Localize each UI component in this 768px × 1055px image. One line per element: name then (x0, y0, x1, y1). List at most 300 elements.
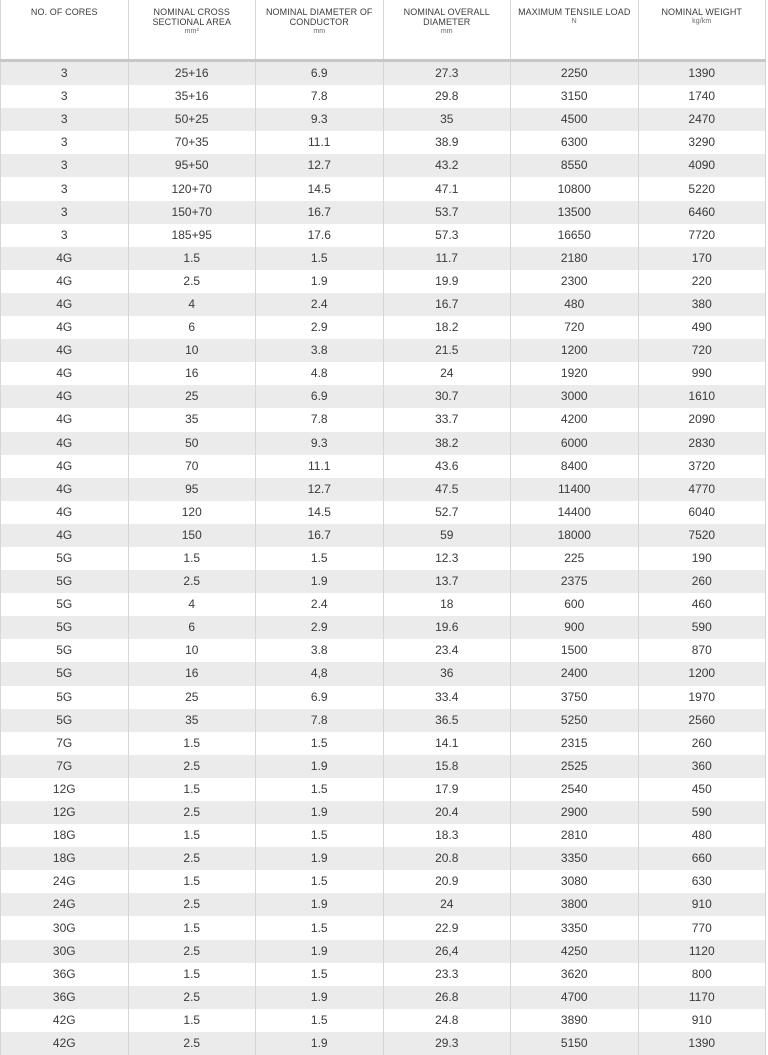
table-row (1, 177, 766, 200)
cell-cross-section: 150+70 (128, 201, 256, 224)
cell-overall-diameter: 52.7 (383, 501, 511, 524)
cell-overall-diameter: 19.6 (383, 616, 511, 639)
cell-conductor-diameter: 1.9 (256, 986, 384, 1009)
cell-overall-diameter: 23.4 (383, 639, 511, 662)
cell-conductor-diameter: 9.3 (256, 108, 384, 131)
cell-tensile-load: 13500 (511, 201, 639, 224)
cell-overall-diameter: 57.3 (383, 224, 511, 247)
cell-weight: 660 (638, 847, 766, 870)
cell-cores: 3 (1, 85, 129, 108)
cell-conductor-diameter: 1.9 (256, 570, 384, 593)
cell-overall-diameter: 36.5 (383, 709, 511, 732)
cell-tensile-load: 5250 (511, 709, 639, 732)
cell-cross-section: 16 (128, 362, 256, 385)
cell-overall-diameter: 47.1 (383, 177, 511, 200)
cell-weight: 1390 (638, 1032, 766, 1055)
cell-conductor-diameter: 1.5 (256, 732, 384, 755)
cell-cross-section: 185+95 (128, 224, 256, 247)
cell-weight: 220 (638, 270, 766, 293)
cell-cores: 42G (1, 1032, 129, 1055)
cell-overall-diameter: 21.5 (383, 339, 511, 362)
cell-tensile-load: 3620 (511, 963, 639, 986)
table-row (1, 224, 766, 247)
cell-conductor-diameter: 3.8 (256, 339, 384, 362)
header-unit: N (515, 17, 634, 27)
cell-weight: 1200 (638, 662, 766, 685)
cell-tensile-load: 14400 (511, 501, 639, 524)
cell-tensile-load: 1500 (511, 639, 639, 662)
cell-overall-diameter: 16.7 (383, 293, 511, 316)
cell-tensile-load: 4250 (511, 940, 639, 963)
cell-tensile-load: 2300 (511, 270, 639, 293)
header-overall-diameter (383, 0, 511, 61)
cell-cores: 4G (1, 432, 129, 455)
cell-overall-diameter: 43.2 (383, 154, 511, 177)
cell-tensile-load: 3800 (511, 893, 639, 916)
cell-conductor-diameter: 1.9 (256, 1032, 384, 1055)
cell-overall-diameter: 20.4 (383, 801, 511, 824)
cell-conductor-diameter: 11.1 (256, 455, 384, 478)
cell-cores: 12G (1, 778, 129, 801)
cell-overall-diameter: 15.8 (383, 755, 511, 778)
table-row (1, 432, 766, 455)
cell-cross-section: 95 (128, 478, 256, 501)
cell-weight: 590 (638, 801, 766, 824)
cell-conductor-diameter: 4,8 (256, 662, 384, 685)
table-row (1, 85, 766, 108)
cell-weight: 2470 (638, 108, 766, 131)
cell-cores: 4G (1, 293, 129, 316)
cell-overall-diameter: 30.7 (383, 385, 511, 408)
cell-weight: 2560 (638, 709, 766, 732)
cell-overall-diameter: 53.7 (383, 201, 511, 224)
cell-weight: 450 (638, 778, 766, 801)
table-row (1, 108, 766, 131)
cell-overall-diameter: 11.7 (383, 247, 511, 270)
cell-cross-section: 120 (128, 501, 256, 524)
cell-tensile-load: 6300 (511, 131, 639, 154)
cell-cross-section: 4 (128, 593, 256, 616)
cell-overall-diameter: 47.5 (383, 478, 511, 501)
cell-weight: 1740 (638, 85, 766, 108)
cell-cross-section: 2.5 (128, 986, 256, 1009)
cell-cross-section: 1.5 (128, 916, 256, 939)
cell-conductor-diameter: 1.5 (256, 247, 384, 270)
cell-weight: 1610 (638, 385, 766, 408)
table-row (1, 362, 766, 385)
table-row (1, 870, 766, 893)
cell-weight: 490 (638, 316, 766, 339)
cell-conductor-diameter: 7.8 (256, 85, 384, 108)
cell-cross-section: 50+25 (128, 108, 256, 131)
table-row (1, 639, 766, 662)
header-weight (638, 0, 766, 61)
cell-cores: 3 (1, 154, 129, 177)
cell-tensile-load: 3350 (511, 916, 639, 939)
cell-cores: 4G (1, 501, 129, 524)
cell-cross-section: 25 (128, 686, 256, 709)
cell-cores: 3 (1, 177, 129, 200)
cell-overall-diameter: 20.9 (383, 870, 511, 893)
cell-overall-diameter: 14.1 (383, 732, 511, 755)
table-row (1, 293, 766, 316)
cell-cross-section: 1.5 (128, 1009, 256, 1032)
table-row (1, 916, 766, 939)
cell-cross-section: 1.5 (128, 547, 256, 570)
cell-cross-section: 35+16 (128, 85, 256, 108)
table-row (1, 408, 766, 431)
cell-weight: 4090 (638, 154, 766, 177)
cell-weight: 1120 (638, 940, 766, 963)
cell-weight: 2090 (638, 408, 766, 431)
cell-cores: 7G (1, 732, 129, 755)
cell-cross-section: 70+35 (128, 131, 256, 154)
cell-cores: 24G (1, 870, 129, 893)
cell-cross-section: 35 (128, 408, 256, 431)
cell-cross-section: 2.5 (128, 1032, 256, 1055)
cell-weight: 460 (638, 593, 766, 616)
cell-overall-diameter: 36 (383, 662, 511, 685)
cell-conductor-diameter: 12.7 (256, 478, 384, 501)
cell-conductor-diameter: 6.9 (256, 385, 384, 408)
cell-cores: 4G (1, 362, 129, 385)
cell-tensile-load: 2525 (511, 755, 639, 778)
cell-overall-diameter: 59 (383, 524, 511, 547)
table-header (1, 0, 766, 61)
table-row (1, 616, 766, 639)
cell-cores: 24G (1, 893, 129, 916)
cell-cores: 5G (1, 593, 129, 616)
cell-overall-diameter: 27.3 (383, 61, 511, 86)
cell-cores: 5G (1, 662, 129, 685)
cell-weight: 190 (638, 547, 766, 570)
cell-weight: 170 (638, 247, 766, 270)
cell-conductor-diameter: 17.6 (256, 224, 384, 247)
cell-cross-section: 6 (128, 616, 256, 639)
cell-tensile-load: 2810 (511, 824, 639, 847)
cell-tensile-load: 4200 (511, 408, 639, 431)
cell-cores: 3 (1, 224, 129, 247)
table-body (1, 61, 766, 1055)
cell-weight: 1390 (638, 61, 766, 86)
cell-weight: 800 (638, 963, 766, 986)
cell-cores: 5G (1, 686, 129, 709)
cell-cross-section: 2.5 (128, 893, 256, 916)
cell-weight: 3290 (638, 131, 766, 154)
table-row (1, 385, 766, 408)
cell-tensile-load: 5150 (511, 1032, 639, 1055)
cell-cross-section: 1.5 (128, 732, 256, 755)
cell-conductor-diameter: 2.4 (256, 293, 384, 316)
cell-cross-section: 1.5 (128, 778, 256, 801)
header-label: NOMINAL WEIGHT (661, 7, 742, 17)
header-label: NOMINAL CROSS SECTIONAL AREA (152, 7, 231, 27)
cell-weight: 4770 (638, 478, 766, 501)
table-row (1, 154, 766, 177)
cell-conductor-diameter: 1.9 (256, 847, 384, 870)
header-unit: mm² (133, 27, 252, 37)
cell-cores: 4G (1, 385, 129, 408)
cell-tensile-load: 2900 (511, 801, 639, 824)
cell-conductor-diameter: 9.3 (256, 432, 384, 455)
cell-conductor-diameter: 1.5 (256, 916, 384, 939)
cell-cross-section: 95+50 (128, 154, 256, 177)
cell-cross-section: 16 (128, 662, 256, 685)
header-tensile-load (511, 0, 639, 61)
cell-tensile-load: 2315 (511, 732, 639, 755)
cell-overall-diameter: 13.7 (383, 570, 511, 593)
cell-overall-diameter: 33.7 (383, 408, 511, 431)
cell-conductor-diameter: 16.7 (256, 201, 384, 224)
cell-overall-diameter: 38.2 (383, 432, 511, 455)
cell-overall-diameter: 24 (383, 893, 511, 916)
cell-overall-diameter: 24.8 (383, 1009, 511, 1032)
cell-cross-section: 2.5 (128, 270, 256, 293)
cell-conductor-diameter: 1.5 (256, 870, 384, 893)
cell-cross-section: 10 (128, 639, 256, 662)
cell-conductor-diameter: 7.8 (256, 408, 384, 431)
table-row (1, 662, 766, 685)
cell-overall-diameter: 23.3 (383, 963, 511, 986)
cell-cores: 7G (1, 755, 129, 778)
cell-overall-diameter: 18.2 (383, 316, 511, 339)
cell-cross-section: 70 (128, 455, 256, 478)
cell-weight: 360 (638, 755, 766, 778)
cell-weight: 1970 (638, 686, 766, 709)
table-row (1, 824, 766, 847)
cell-cores: 4G (1, 316, 129, 339)
table-row (1, 201, 766, 224)
cell-cross-section: 2.5 (128, 755, 256, 778)
cell-overall-diameter: 26.8 (383, 986, 511, 1009)
cell-cores: 5G (1, 570, 129, 593)
cell-conductor-diameter: 11.1 (256, 131, 384, 154)
cell-cross-section: 10 (128, 339, 256, 362)
cell-overall-diameter: 22.9 (383, 916, 511, 939)
cell-overall-diameter: 19.9 (383, 270, 511, 293)
cell-weight: 3720 (638, 455, 766, 478)
cell-cores: 4G (1, 455, 129, 478)
cell-weight: 720 (638, 339, 766, 362)
cell-overall-diameter: 20.8 (383, 847, 511, 870)
header-label: MAXIMUM TENSILE LOAD (518, 7, 630, 17)
cell-cores: 18G (1, 847, 129, 870)
cell-overall-diameter: 18 (383, 593, 511, 616)
table-row (1, 547, 766, 570)
cell-weight: 770 (638, 916, 766, 939)
cell-tensile-load: 4500 (511, 108, 639, 131)
cell-tensile-load: 2180 (511, 247, 639, 270)
cell-weight: 1170 (638, 986, 766, 1009)
cell-cross-section: 25+16 (128, 61, 256, 86)
cell-cross-section: 25 (128, 385, 256, 408)
cell-overall-diameter: 24 (383, 362, 511, 385)
table-row (1, 247, 766, 270)
cell-cross-section: 1.5 (128, 963, 256, 986)
cell-cores: 12G (1, 801, 129, 824)
cell-tensile-load: 600 (511, 593, 639, 616)
cell-weight: 910 (638, 893, 766, 916)
header-unit: kg/km (643, 17, 762, 27)
cell-weight: 870 (638, 639, 766, 662)
cell-tensile-load: 480 (511, 293, 639, 316)
table-row (1, 61, 766, 86)
cell-weight: 2830 (638, 432, 766, 455)
cell-overall-diameter: 35 (383, 108, 511, 131)
cell-tensile-load: 2250 (511, 61, 639, 86)
cell-weight: 5220 (638, 177, 766, 200)
table-row (1, 755, 766, 778)
cell-conductor-diameter: 14.5 (256, 501, 384, 524)
cell-conductor-diameter: 1.5 (256, 1009, 384, 1032)
cell-conductor-diameter: 1.5 (256, 778, 384, 801)
cell-conductor-diameter: 1.9 (256, 893, 384, 916)
header-label: NOMINAL DIAMETER OF CONDUCTOR (266, 7, 373, 27)
header-label: NO. OF CORES (31, 7, 98, 17)
cell-cores: 5G (1, 616, 129, 639)
table-row (1, 963, 766, 986)
cell-conductor-diameter: 1.9 (256, 755, 384, 778)
cell-weight: 7520 (638, 524, 766, 547)
cell-tensile-load: 18000 (511, 524, 639, 547)
cell-weight: 260 (638, 570, 766, 593)
cell-weight: 380 (638, 293, 766, 316)
cell-tensile-load: 4700 (511, 986, 639, 1009)
cell-conductor-diameter: 1.5 (256, 547, 384, 570)
table-row (1, 501, 766, 524)
header-conductor-diameter (256, 0, 384, 61)
cell-tensile-load: 225 (511, 547, 639, 570)
table-row (1, 455, 766, 478)
cell-weight: 6460 (638, 201, 766, 224)
cell-tensile-load: 10800 (511, 177, 639, 200)
cell-cores: 3 (1, 201, 129, 224)
cell-cross-section: 1.5 (128, 870, 256, 893)
cell-overall-diameter: 29.3 (383, 1032, 511, 1055)
table-row (1, 709, 766, 732)
header-cross-section (128, 0, 256, 61)
cell-weight: 630 (638, 870, 766, 893)
cell-tensile-load: 2400 (511, 662, 639, 685)
cell-cores: 5G (1, 547, 129, 570)
cell-weight: 260 (638, 732, 766, 755)
cell-tensile-load: 16650 (511, 224, 639, 247)
table-row (1, 986, 766, 1009)
table-row (1, 847, 766, 870)
cell-cross-section: 2.5 (128, 570, 256, 593)
table-row (1, 478, 766, 501)
cell-cores: 30G (1, 940, 129, 963)
cell-cross-section: 50 (128, 432, 256, 455)
cell-cross-section: 2.5 (128, 847, 256, 870)
cell-cross-section: 120+70 (128, 177, 256, 200)
cell-cross-section: 1.5 (128, 824, 256, 847)
table-row (1, 1009, 766, 1032)
cell-conductor-diameter: 6.9 (256, 61, 384, 86)
cell-overall-diameter: 17.9 (383, 778, 511, 801)
cell-conductor-diameter: 16.7 (256, 524, 384, 547)
cell-cross-section: 1.5 (128, 247, 256, 270)
cell-tensile-load: 3890 (511, 1009, 639, 1032)
cell-cores: 5G (1, 709, 129, 732)
cell-overall-diameter: 18.3 (383, 824, 511, 847)
table-row (1, 270, 766, 293)
cell-cores: 36G (1, 986, 129, 1009)
table-row (1, 732, 766, 755)
cell-conductor-diameter: 1.9 (256, 270, 384, 293)
cell-weight: 480 (638, 824, 766, 847)
cell-tensile-load: 3150 (511, 85, 639, 108)
table-row (1, 524, 766, 547)
cell-cores: 18G (1, 824, 129, 847)
cell-overall-diameter: 33.4 (383, 686, 511, 709)
cell-cores: 4G (1, 247, 129, 270)
cell-overall-diameter: 26,4 (383, 940, 511, 963)
header-cores (1, 0, 129, 61)
cell-cores: 4G (1, 339, 129, 362)
cell-tensile-load: 900 (511, 616, 639, 639)
table-row (1, 686, 766, 709)
cell-overall-diameter: 38.9 (383, 131, 511, 154)
table-row (1, 593, 766, 616)
cell-conductor-diameter: 7.8 (256, 709, 384, 732)
cell-cores: 3 (1, 131, 129, 154)
table-row (1, 778, 766, 801)
cell-overall-diameter: 12.3 (383, 547, 511, 570)
cell-weight: 590 (638, 616, 766, 639)
cell-tensile-load: 1920 (511, 362, 639, 385)
table-row (1, 893, 766, 916)
cell-tensile-load: 2540 (511, 778, 639, 801)
cell-tensile-load: 1200 (511, 339, 639, 362)
cell-conductor-diameter: 2.9 (256, 316, 384, 339)
cell-tensile-load: 6000 (511, 432, 639, 455)
cell-cross-section: 4 (128, 293, 256, 316)
cell-cores: 4G (1, 478, 129, 501)
cell-cores: 3 (1, 61, 129, 86)
cell-tensile-load: 3000 (511, 385, 639, 408)
cell-cores: 4G (1, 270, 129, 293)
cell-cores: 5G (1, 639, 129, 662)
cell-cross-section: 2.5 (128, 801, 256, 824)
header-row (1, 0, 766, 61)
header-label: NOMINAL OVERALL DIAMETER (404, 7, 490, 27)
table-row (1, 339, 766, 362)
cell-conductor-diameter: 12.7 (256, 154, 384, 177)
cell-cross-section: 150 (128, 524, 256, 547)
cell-conductor-diameter: 3.8 (256, 639, 384, 662)
table-row (1, 131, 766, 154)
table-row (1, 570, 766, 593)
cell-tensile-load: 8400 (511, 455, 639, 478)
cell-tensile-load: 2375 (511, 570, 639, 593)
table-row (1, 801, 766, 824)
cell-cores: 42G (1, 1009, 129, 1032)
cell-tensile-load: 11400 (511, 478, 639, 501)
cell-tensile-load: 3080 (511, 870, 639, 893)
cell-conductor-diameter: 2.9 (256, 616, 384, 639)
cell-overall-diameter: 43.6 (383, 455, 511, 478)
header-unit: mm (260, 27, 379, 37)
cell-cross-section: 2.5 (128, 940, 256, 963)
cell-cross-section: 6 (128, 316, 256, 339)
cell-tensile-load: 720 (511, 316, 639, 339)
cell-conductor-diameter: 1.5 (256, 963, 384, 986)
cell-conductor-diameter: 14.5 (256, 177, 384, 200)
cell-cores: 30G (1, 916, 129, 939)
cell-weight: 7720 (638, 224, 766, 247)
cell-weight: 910 (638, 1009, 766, 1032)
